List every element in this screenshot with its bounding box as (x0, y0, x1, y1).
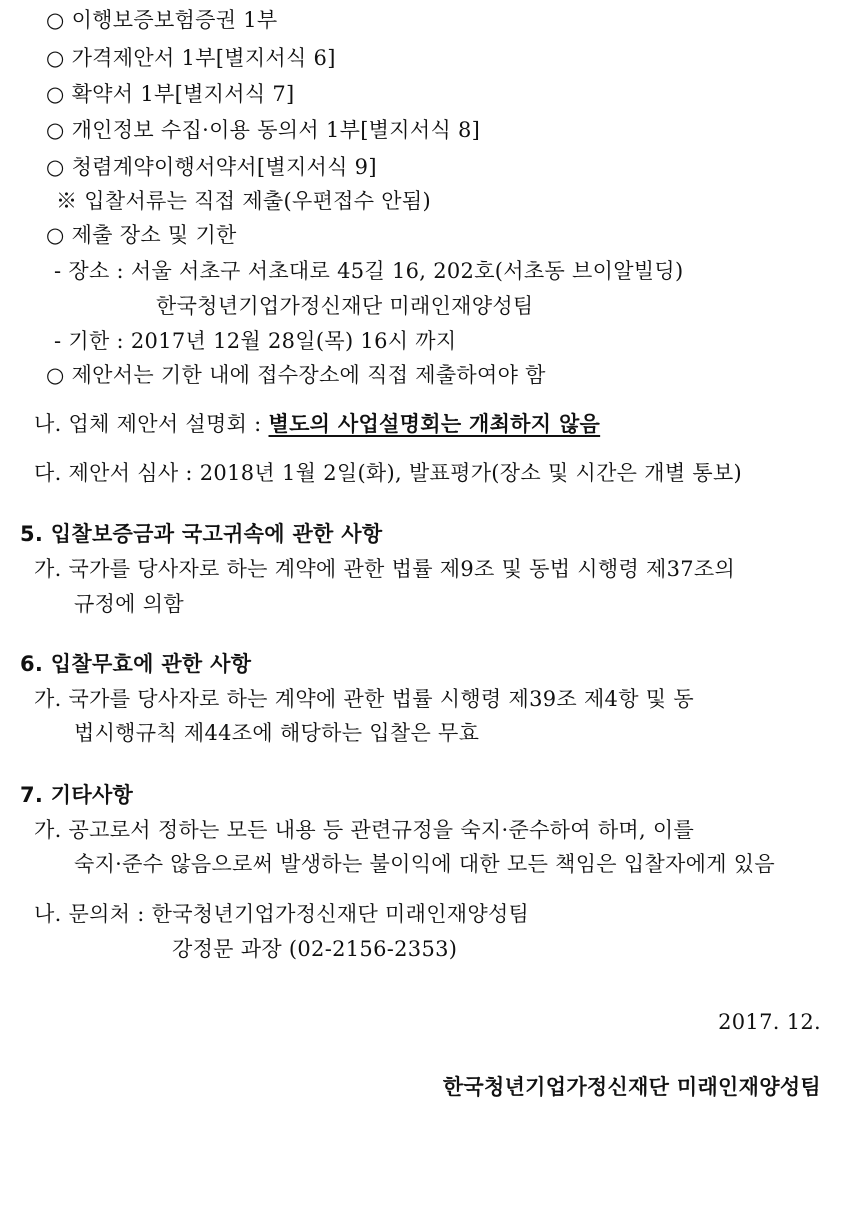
place-deadline-heading: ○ 제출 장소 및 기한 (46, 223, 237, 247)
doc-item-integrity-pledge: ○ 청렴계약이행서약서[별지서식 9] (46, 155, 377, 179)
section-6-item-a-line1: 가. 국가를 당사자로 하는 계약에 관한 법률 시행령 제39조 제4항 및 동 (34, 687, 694, 711)
doc-item-price-proposal: ○ 가격제안서 1부[별지서식 6] (46, 46, 336, 70)
doc-item-privacy-consent: ○ 개인정보 수집·이용 동의서 1부[별지서식 8] (46, 118, 481, 142)
submit-direct-note: ○ 제안서는 기한 내에 접수장소에 직접 제출하여야 함 (46, 363, 546, 387)
section-7-item-b-line2: 강정문 과장 (02-2156-2353) (172, 937, 458, 961)
section-5-item-a-line2: 규정에 의함 (74, 592, 184, 616)
place-line: - 장소 : 서울 서초구 서초대로 45길 16, 202호(서초동 브이알빌딩) (54, 259, 684, 283)
section-6-item-a-line2: 법시행규칙 제44조에 해당하는 입찰은 무효 (74, 721, 480, 745)
review-line: 다. 제안서 심사 : 2018년 1월 2일(화), 발표평가(장소 및 시간은 개별 통보) (34, 461, 743, 485)
deadline-line: - 기한 : 2017년 12월 28일(목) 16시 까지 (54, 329, 457, 353)
doc-item-performance-bond: ○ 이행보증보험증권 1부 (46, 8, 278, 32)
section-7-item-b-line1: 나. 문의처 : 한국청년기업가정신재단 미래인재양성팀 (34, 902, 530, 926)
section-7-heading: 7. 기타사항 (20, 783, 134, 807)
section-5-heading: 5. 입찰보증금과 국고귀속에 관한 사항 (20, 522, 383, 546)
submission-note: ※ 입찰서류는 직접 제출(우편접수 안됨) (56, 189, 431, 213)
place-line-2: 한국청년기업가정신재단 미래인재양성팀 (156, 294, 534, 318)
briefing-label: 나. 업체 제안서 설명회 : (34, 412, 269, 436)
document-date: 2017. 12. (718, 1010, 821, 1034)
section-5-item-a (34, 555, 821, 583)
doc-item-pledge: ○ 확약서 1부[별지서식 7] (46, 82, 295, 106)
section-6-heading: 6. 입찰무효에 관한 사항 (20, 652, 252, 676)
section-5-item-a-line1: 가. 국가를 당사자로 하는 계약에 관한 법률 제9조 및 동법 시행령 제37조의 (34, 557, 736, 581)
briefing-value: 별도의 사업설명회는 개최하지 않음 (268, 412, 601, 436)
briefing-line (34, 410, 600, 438)
section-7-item-a-line1: 가. 공고로서 정하는 모든 내용 등 관련규정을 숙지·준수하여 하며, 이를 (34, 818, 695, 842)
section-7-item-a-line2: 숙지·준수 않음으로써 발생하는 불이익에 대한 모든 책임은 입찰자에게 있음 (74, 852, 775, 876)
issuer-name: 한국청년기업가정신재단 미래인재양성팀 (442, 1075, 821, 1099)
